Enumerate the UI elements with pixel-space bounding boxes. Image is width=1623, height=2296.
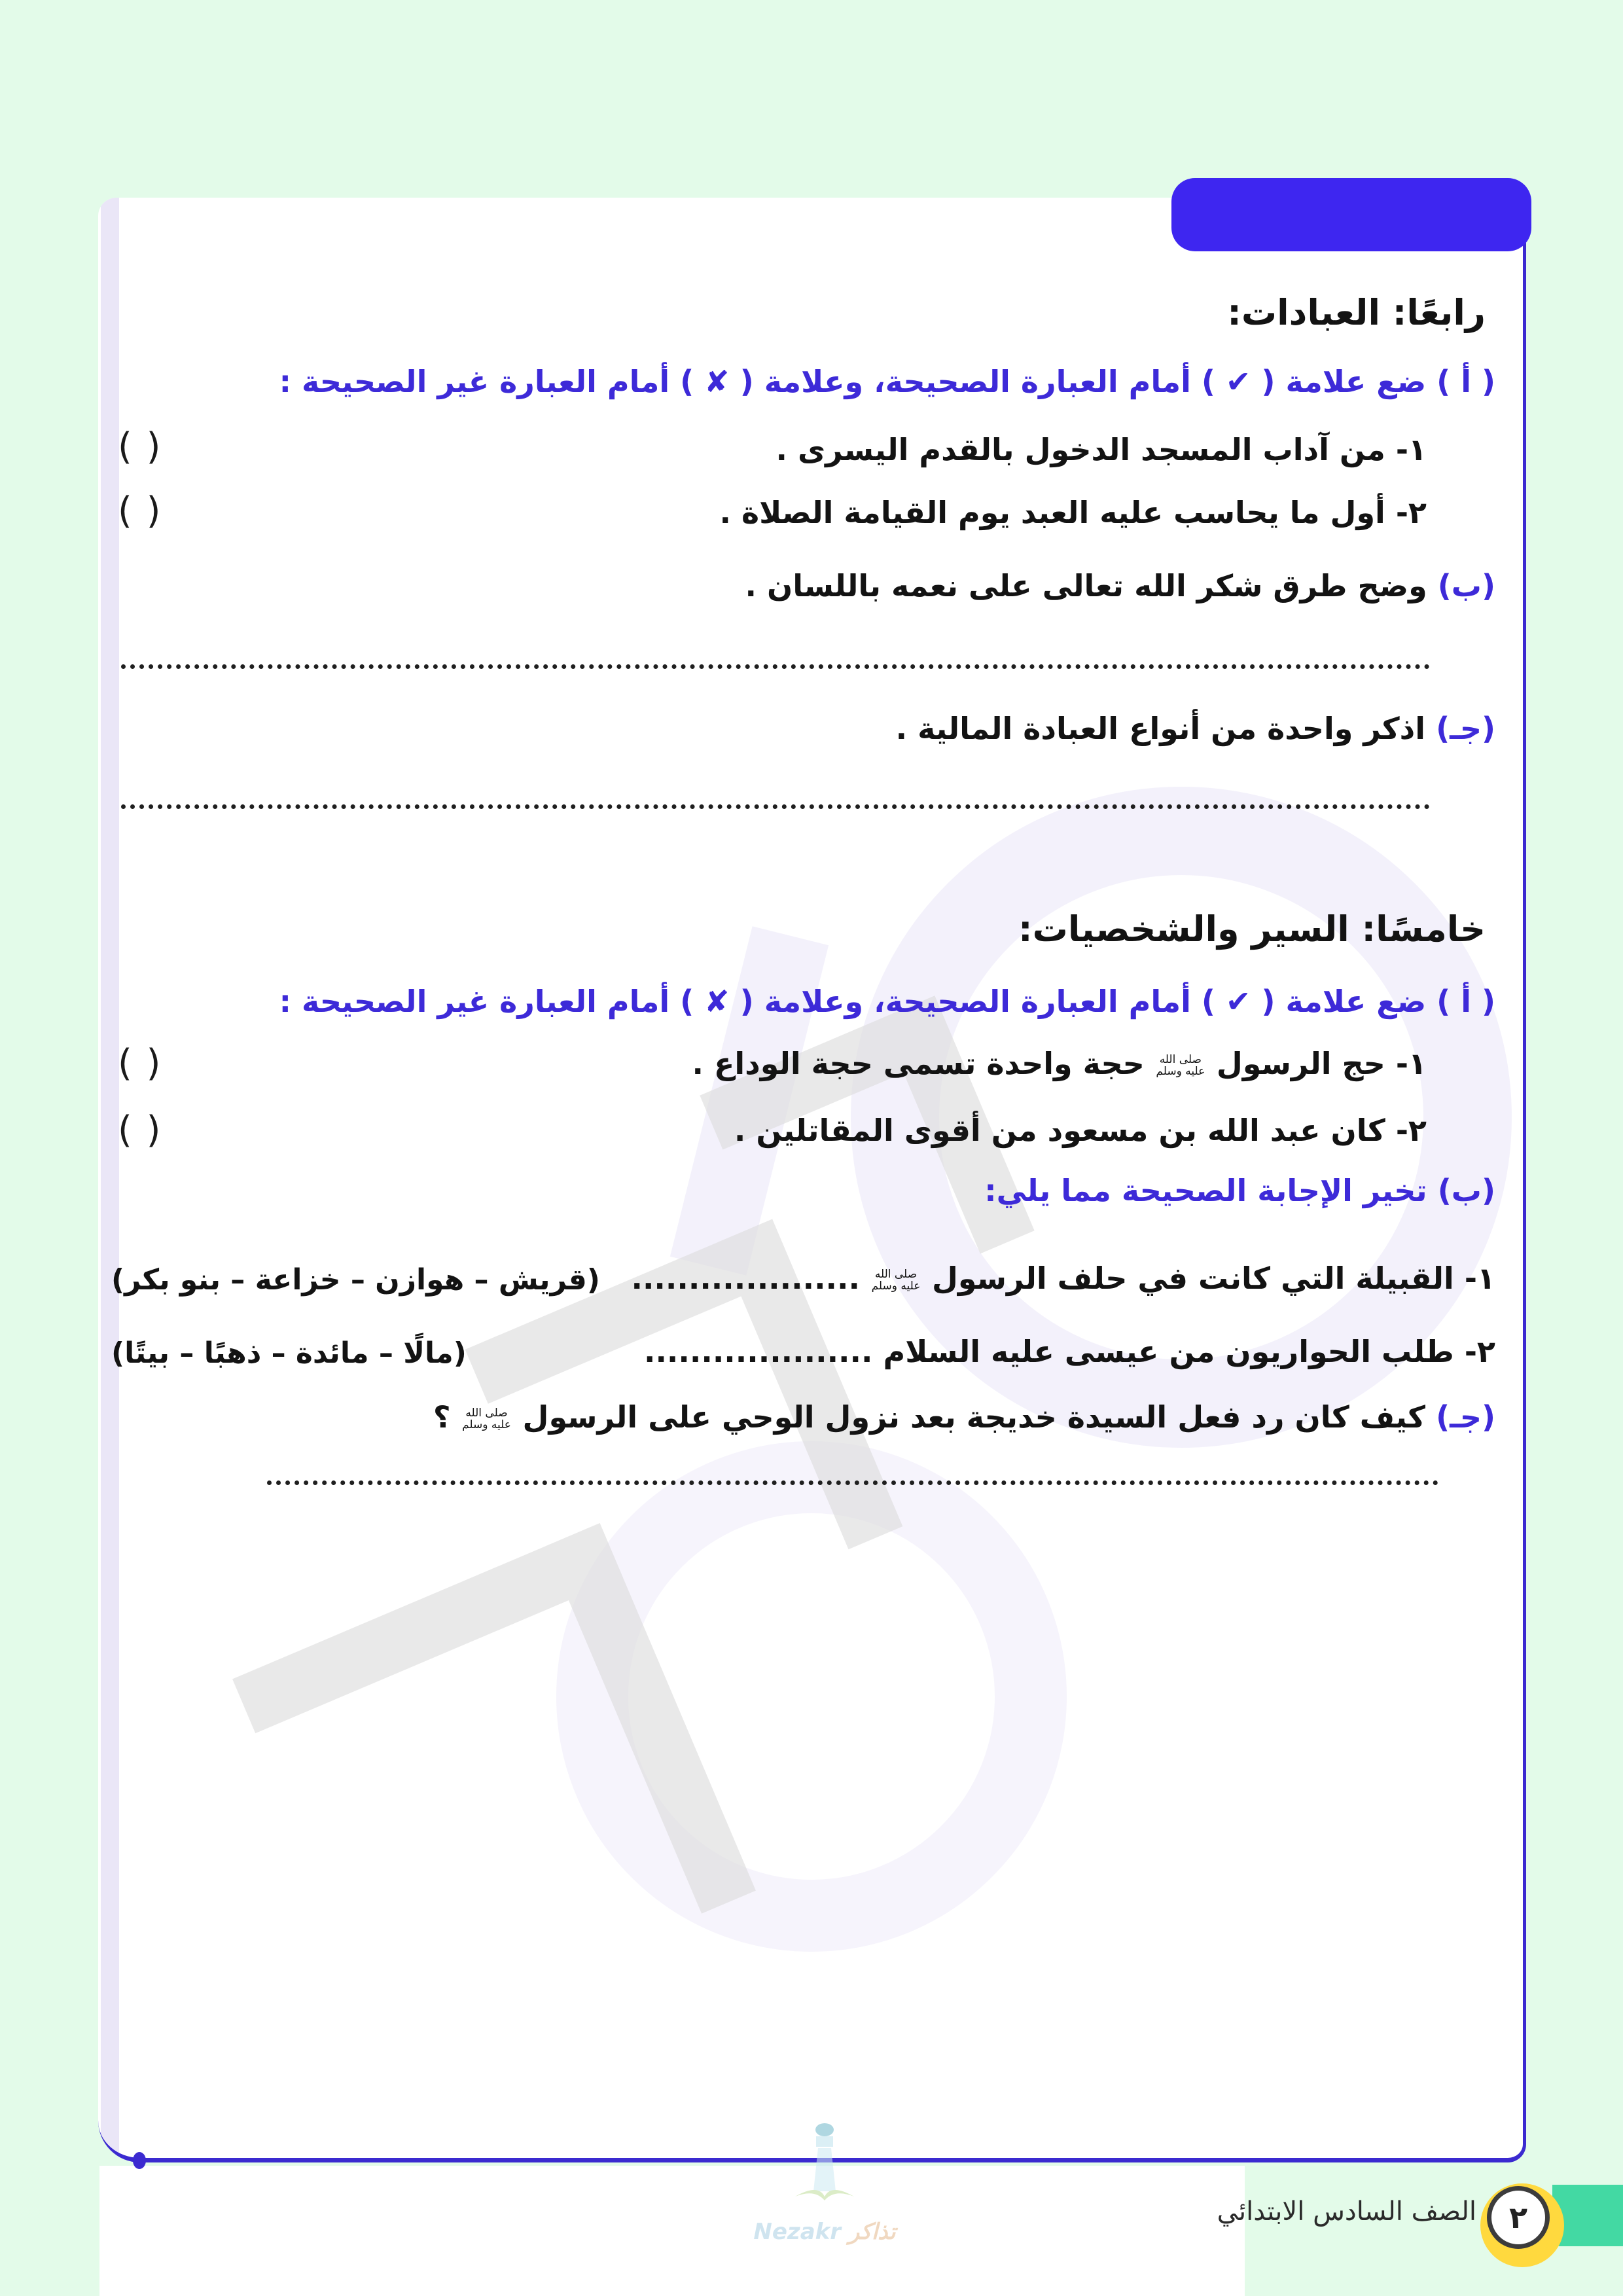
pbuh-line1: صلى الله <box>465 1406 508 1420</box>
footer-line-dot <box>133 2152 146 2169</box>
section5-heading: خامسًا: السير والشخصيات: <box>1018 908 1486 950</box>
answer-parentheses: ( ) <box>118 1042 162 1085</box>
tf-item-text: حجة واحدة تسمى حجة الوداع . <box>692 1046 1145 1081</box>
mcq-options: (قريش – هوازن – خزاعة – بنو بكر) <box>111 1263 600 1297</box>
section4-b-label: (ب) <box>1437 568 1495 603</box>
pbuh-line2: عليه وسلم <box>1156 1064 1205 1078</box>
section5-c-label: (جـ) <box>1436 1399 1495 1435</box>
section4-heading: رابعًا: العبادات: <box>1227 292 1486 333</box>
header-tab <box>1171 178 1531 251</box>
section4-a-label: ( أ ) <box>1436 364 1495 399</box>
section5-instruction-a <box>279 984 1495 1019</box>
page-number-badge <box>1487 2186 1550 2249</box>
pbuh-line2: عليه وسلم <box>871 1279 921 1293</box>
section5-c-text: ؟ <box>433 1399 451 1435</box>
answer-parentheses: ( ) <box>118 425 162 468</box>
answer-dotted-line <box>121 804 1430 809</box>
mcq-options: (مالًا – مائدة – ذهبًا – بيتًا) <box>111 1336 467 1370</box>
section5-c-text: كيف كان رد فعل السيدة خديجة بعد نزول الوحي على الرسول <box>522 1399 1426 1435</box>
pbuh-line1: صلى الله <box>1159 1052 1202 1066</box>
mcq-item: ٢- طلب الحواريون من عيسى عليه السلام .................... <box>643 1334 1495 1369</box>
section5-a-text: ضع علامة ( ✔ ) أمام العبارة الصحيحة، وعلامة ( ✘ ) أمام العبارة غير الصحيحة : <box>279 984 1427 1019</box>
section4-b-text: وضح طرق شكر الله تعالى على نعمه باللسان . <box>745 568 1427 603</box>
answer-parentheses: ( ) <box>118 1109 162 1151</box>
mcq-item <box>631 1261 1495 1296</box>
section5-question-c <box>433 1399 1495 1435</box>
answer-dotted-line <box>121 664 1430 669</box>
publisher-logo <box>740 2121 910 2278</box>
page-number: ٢ <box>1508 2200 1528 2235</box>
section4-c-text: اذكر واحدة من أنواع العبادة المالية . <box>895 711 1426 746</box>
tf-item: ٢- أول ما يحاسب عليه العبد يوم القيامة الصلاة . <box>719 495 1427 530</box>
grade-label: الصف السادس الابتدائي <box>1217 2197 1476 2227</box>
tf-item-text: ١- حج الرسول <box>1216 1046 1427 1081</box>
logo-arabic-text: تذاكر <box>848 2219 896 2245</box>
section5-b-text: تخير الإجابة الصحيحة مما يلي: <box>984 1173 1427 1208</box>
section4-question-c <box>896 711 1495 746</box>
tf-item: ٢- كان عبد الله بن مسعود من أقوى المقاتلين . <box>734 1113 1427 1148</box>
pbuh-line1: صلى الله <box>874 1267 918 1281</box>
logo-latin-text: Nezakr <box>753 2219 842 2245</box>
mcq-answer-dots: .................... <box>631 1261 860 1296</box>
section5-b-label: (ب) <box>1437 1173 1495 1208</box>
section4-question-b <box>745 568 1495 603</box>
pbuh-calligraphy <box>461 1408 512 1431</box>
footer-strip <box>99 2166 1245 2296</box>
section5-a-label: ( أ ) <box>1436 984 1495 1019</box>
lighthouse-logo-icon <box>789 2121 861 2212</box>
publisher-logo-wordmark <box>740 2219 910 2245</box>
answer-parentheses: ( ) <box>118 490 162 532</box>
card-edge-stripe <box>101 198 119 2158</box>
tf-item <box>692 1046 1427 1081</box>
section5-question-b <box>984 1173 1495 1208</box>
section4-instruction-a <box>279 364 1495 399</box>
section4-a-text: ضع علامة ( ✔ ) أمام العبارة الصحيحة، وعلامة ( ✘ ) أمام العبارة غير الصحيحة : <box>279 364 1427 399</box>
pbuh-calligraphy <box>1155 1054 1206 1078</box>
mcq-item-text: ١- القبيلة التي كانت في حلف الرسول <box>932 1261 1495 1296</box>
pbuh-calligraphy <box>870 1269 921 1293</box>
tf-item: ١- من آداب المسجد الدخول بالقدم اليسرى . <box>776 432 1427 467</box>
pbuh-line2: عليه وسلم <box>462 1418 511 1431</box>
answer-dotted-line <box>267 1480 1438 1485</box>
section4-c-label: (جـ) <box>1436 711 1495 746</box>
